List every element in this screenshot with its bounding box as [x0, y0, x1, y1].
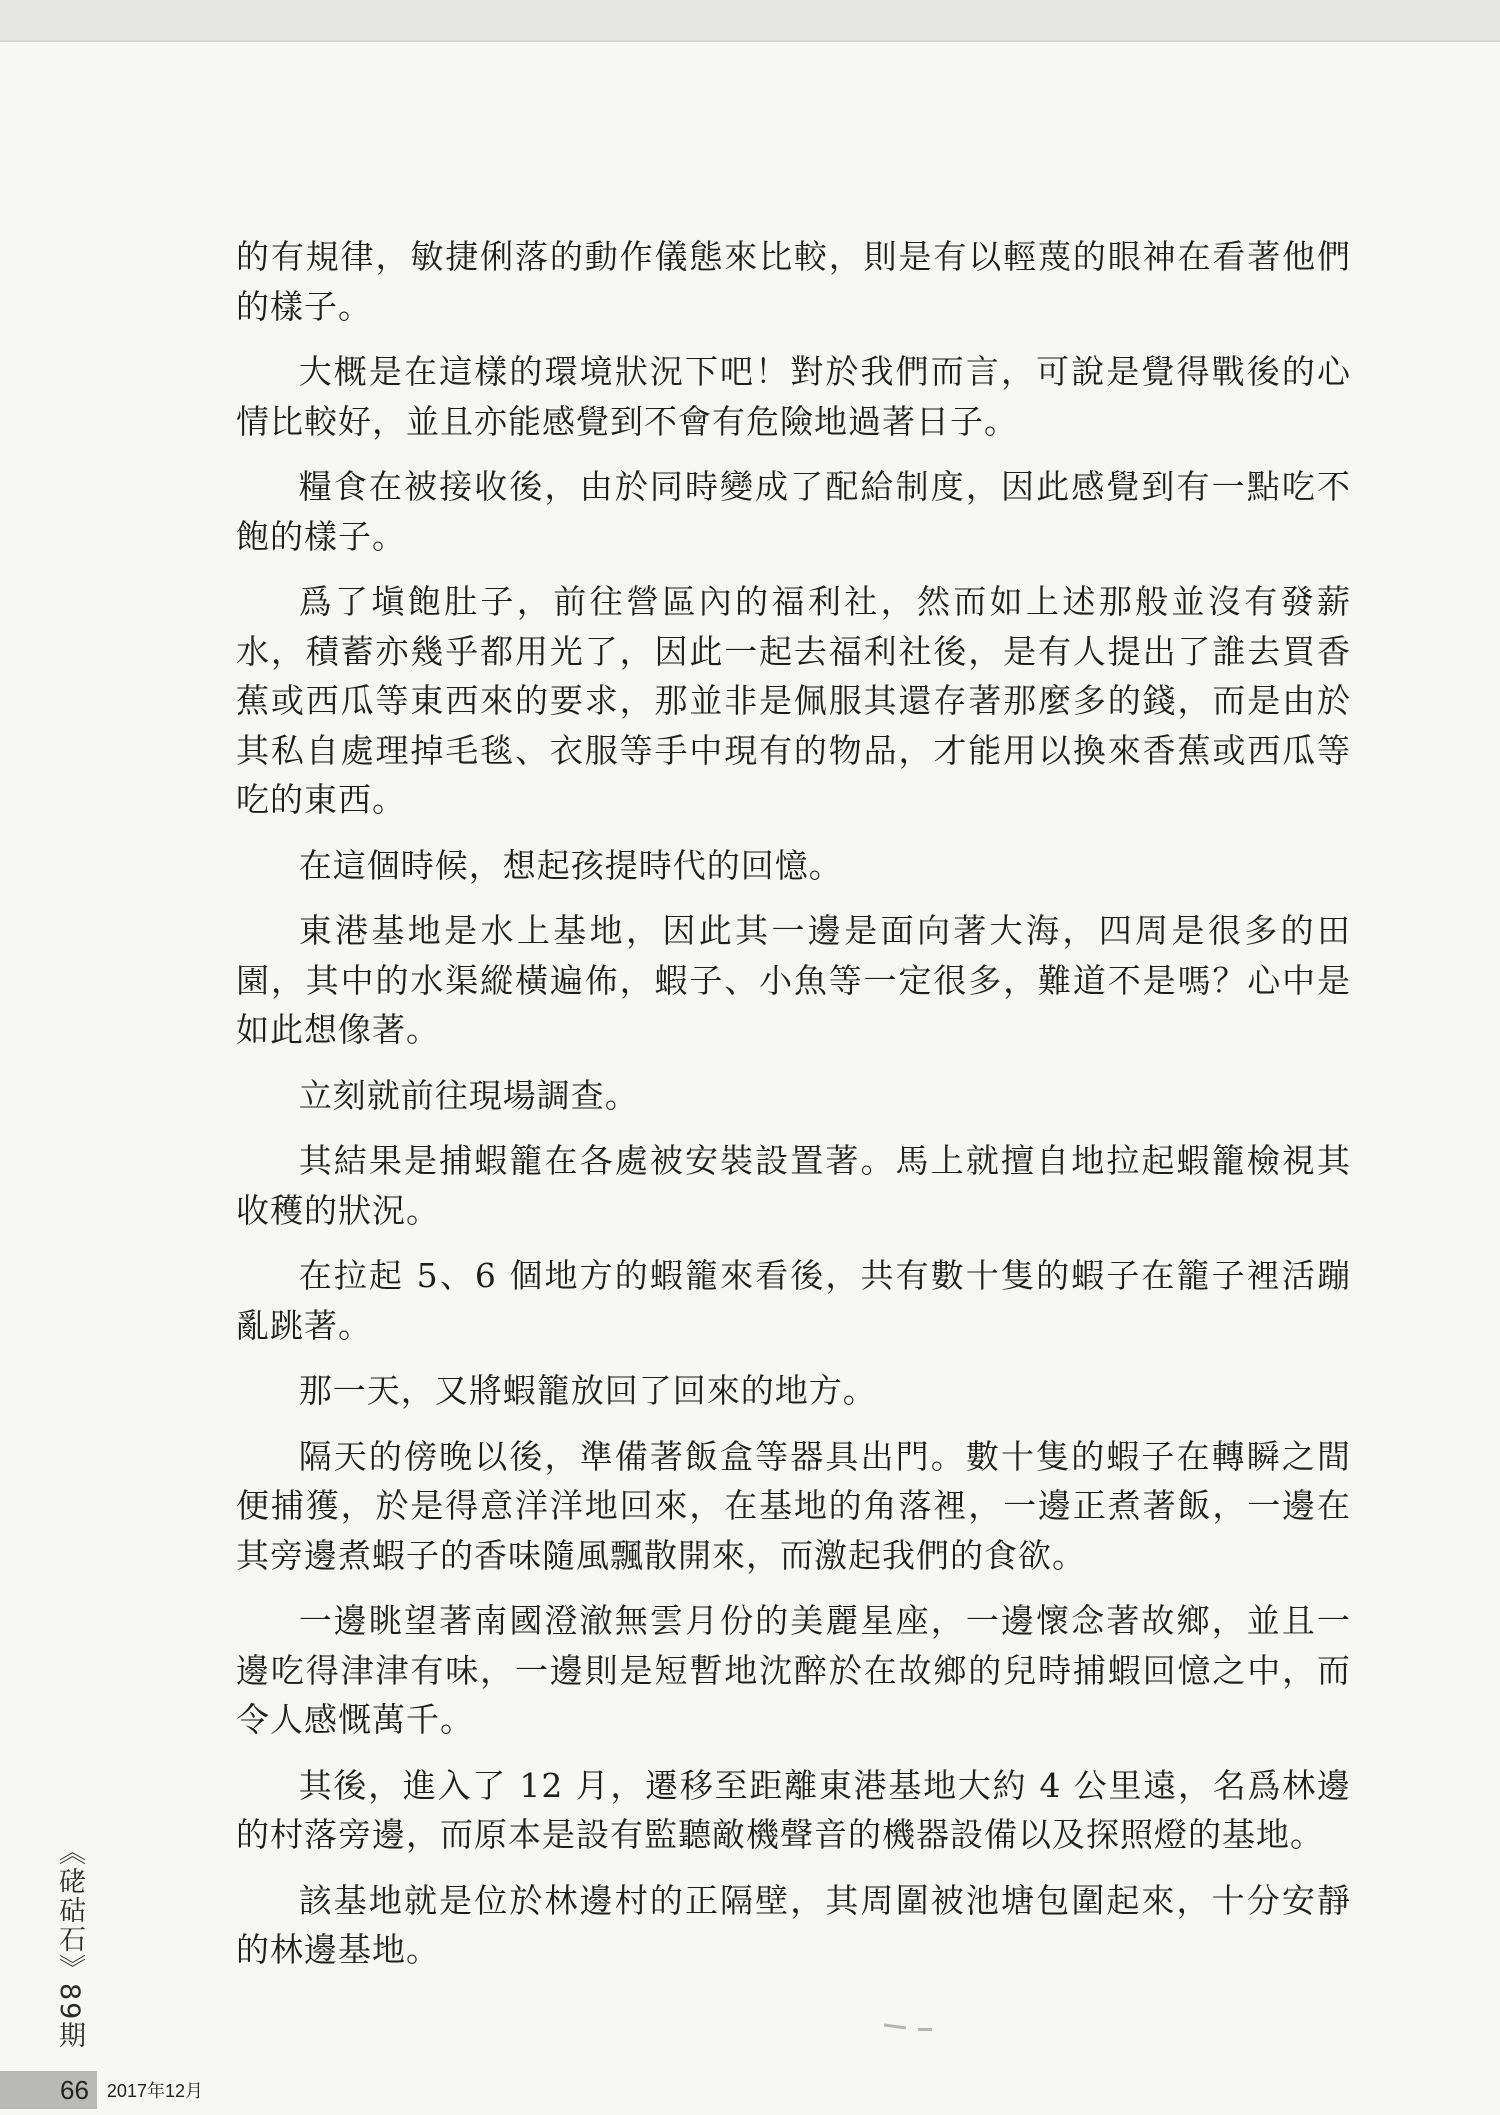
paragraph: 其結果是捕蝦籠在各處被安裝設置著。馬上就擅自地拉起蝦籠檢視其收穫的狀況。: [236, 1141, 1351, 1230]
scan-top-edge: [0, 40, 1500, 42]
paragraph: 立刻就前往現場調查。: [298, 1075, 639, 1115]
paragraph: 一邊眺望著南國澄澈無雲月份的美麗星座，一邊懷念著故鄉，並且一邊吃得津津有味，一邊則是短暫地沈醉於在故鄉的兒時捕蝦回憶之中，而令人感慨萬千。: [236, 1601, 1351, 1739]
magazine-issue-label: 《硓𥑮石》89期: [54, 1838, 85, 2051]
paragraph: 在拉起 5、6 個地方的蝦籠來看後，共有數十隻的蝦子在籠子裡活蹦亂跳著。: [236, 1256, 1351, 1345]
paragraph: 糧食在被接收後，由於同時變成了配給制度，因此感覺到有一點吃不飽的樣子。: [236, 467, 1351, 556]
scan-top-band: [0, 0, 1500, 40]
paragraph: 其後，進入了 12 月，遷移至距離東港基地大約 4 公里遠，名爲林邊的村落旁邊，而原本是設有監聽敵機聲音的機器設備以及探照燈的基地。: [236, 1765, 1351, 1854]
paragraph: 的有規律，敏捷俐落的動作儀態來比較，則是有以輕蔑的眼神在看著他們的樣子。: [236, 237, 1351, 326]
issue-date: 2017年12月: [106, 2081, 203, 2101]
paragraph: 爲了塡飽肚子，前往營區內的福利社，然而如上述那般並沒有發薪水，積蓄亦幾乎都用光了，因此一起去福利社後，是有人提出了誰去買香蕉或西瓜等東西來的要求，那並非是佩服其還存著那麼多的錢，而是由於其私自處理掉毛毯、衣服等手中現有的物品，才能用以換來香蕉或西瓜等吃的東西。: [236, 582, 1351, 819]
page-footer: [0, 2070, 203, 2110]
article-body: [236, 232, 1351, 1991]
page-number: 66: [0, 2071, 97, 2109]
paragraph: 在這個時候，想起孩提時代的回憶。: [298, 845, 843, 885]
paragraph: 隔天的傍晚以後，準備著飯盒等器具出門。數十隻的蝦子在轉瞬之間便捕獲，於是得意洋洋地回來，在基地的角落裡，一邊正煮著飯，一邊在其旁邊煮蝦子的香味隨風飄散開來，而激起我們的食欲。: [236, 1436, 1351, 1575]
paragraph: 東港基地是水上基地，因此其一邊是面向著大海，四周是很多的田園，其中的水渠縱橫遍佈，蝦子、小魚等一定很多，難道不是嗎？心中是如此想像著。: [236, 911, 1351, 1049]
paragraph: 大概是在這樣的環境狀況下吧！對於我們而言，可說是覺得戰後的心情比較好，並且亦能感覺到不會有危險地過著日子。: [236, 352, 1351, 441]
scan-mark: [918, 2028, 932, 2031]
paragraph: 那一天，又將蝦籠放回了回來的地方。: [298, 1371, 877, 1410]
paragraph: 該基地就是位於林邊村的正隔壁，其周圍被池塘包圍起來，十分安靜的林邊基地。: [236, 1880, 1351, 1969]
scan-mark: [884, 2023, 906, 2029]
